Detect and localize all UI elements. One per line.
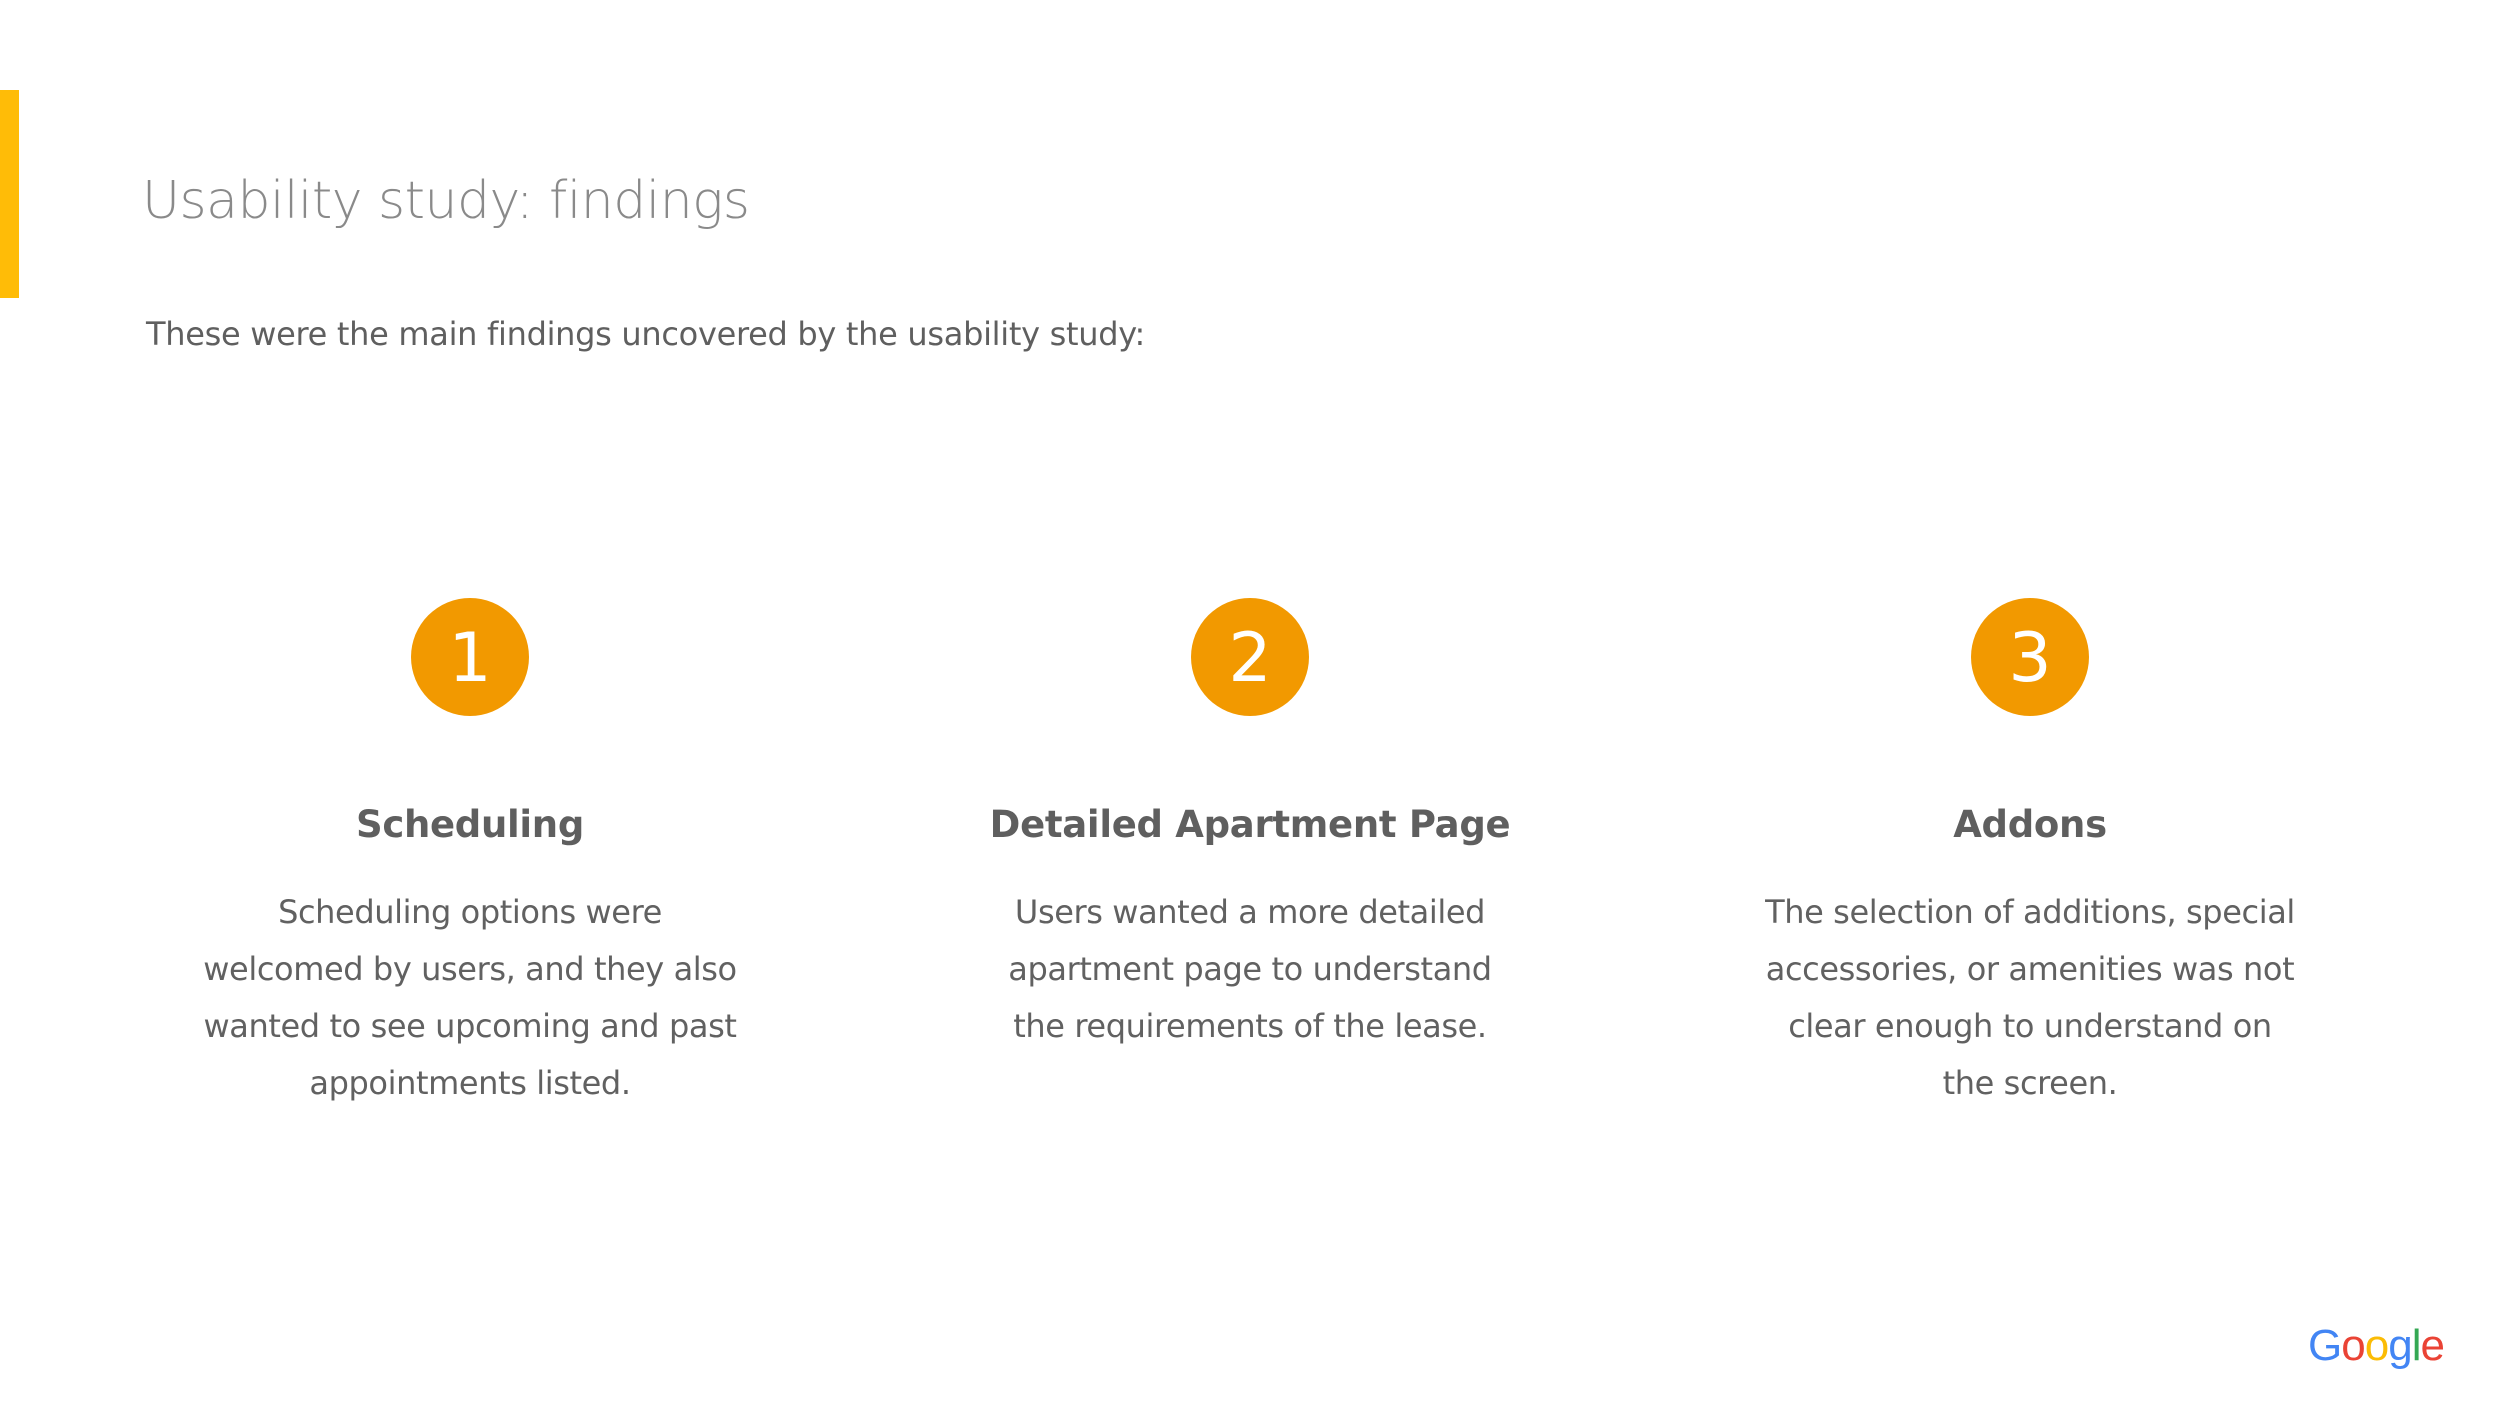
finding-detailed-apartment-page (940, 598, 1560, 1055)
slide-title: Usability study: findings (142, 171, 750, 231)
finding-description: Scheduling options were welcomed by users, and they also wanted to see upcoming and past appointments listed. (203, 893, 737, 1102)
finding-title: Scheduling (355, 803, 585, 846)
logo-letter: e (2420, 1321, 2444, 1370)
finding-description: The selection of additions, special accessories, or amenities was not clear enough to understand on the screen. (1765, 893, 2295, 1102)
google-logo (2308, 1318, 2444, 1374)
logo-letter: G (2308, 1321, 2342, 1370)
finding-title: Addons (1953, 803, 2107, 846)
number-circle (1971, 598, 2089, 716)
finding-addons (1720, 598, 2340, 1112)
number-circle (1191, 598, 1309, 716)
slide-subtitle: These were the main findings uncovered by the usability study: (146, 315, 1146, 353)
finding-number: 3 (2008, 619, 2052, 698)
logo-letter: o (2341, 1321, 2365, 1370)
logo-letter: l (2411, 1321, 2421, 1370)
finding-number: 2 (1228, 619, 1272, 698)
finding-scheduling (160, 598, 780, 1112)
finding-description: Users wanted a more detailed apartment page to understand the requirements of the lease. (1008, 893, 1492, 1045)
accent-bar (0, 90, 19, 298)
finding-number: 1 (448, 619, 492, 698)
logo-letter: g (2388, 1321, 2412, 1370)
logo-letter: o (2364, 1321, 2389, 1370)
finding-title: Detailed Apartment Page (989, 803, 1511, 846)
number-circle (411, 598, 529, 716)
